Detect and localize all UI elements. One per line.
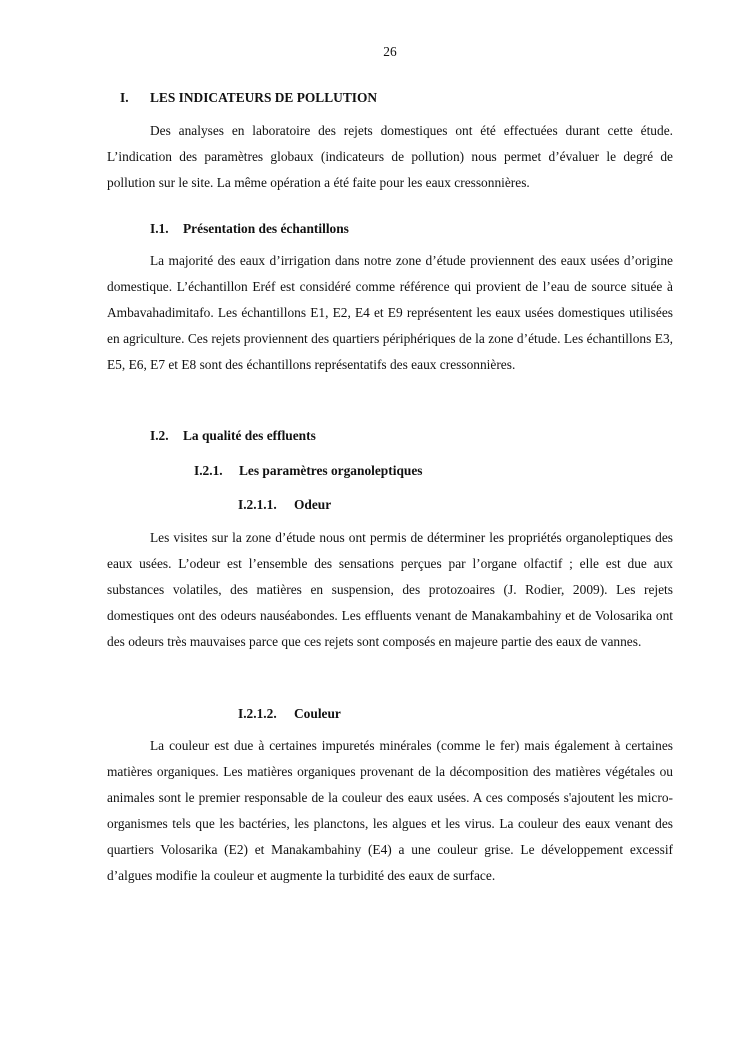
section-title: La qualité des effluents [183, 428, 316, 443]
section-heading-1-2-1-2 [238, 706, 341, 722]
section-title: Odeur [294, 497, 332, 512]
section-heading-1-2 [150, 428, 316, 444]
section-number: I.2.1.2. [238, 706, 277, 721]
section-number: I. [120, 90, 129, 105]
document-page [107, 0, 673, 1053]
section-heading-1-1 [150, 221, 349, 237]
paragraph-samples: La majorité des eaux d’irrigation dans notre zone d’étude proviennent des eaux usées d’origine domestique. L’échantillon Eréf est considéré comme référence qui provient de l’eau de source située à Ambavahadimitafo. Les échantillons E1, E2, E4 et E9 représentent les eaux usées domestiques utilisées en agriculture. Ces rejets proviennent des quartiers périphériques de la zone d’étude. Les échantillons E3, E5, E6, E7 et E8 sont des échantillons représentatifs des eaux cressonnières. [107, 253, 673, 372]
section-heading-1-2-1-1 [238, 497, 331, 513]
paragraph-color: La couleur est due à certaines impuretés minérales (comme le fer) mais également à certaines matières organiques. Les matières organiques provenant de la décomposition des matières végétales ou animales sont le premier responsable de la couleur des eaux usées. A ces composés s'ajoutent les micro-organismes tels que les bactéries, les planctons, les algues et les virus. La couleur des eaux venant des quartiers Volosarika (E2) et Manakambahiny (E4) a une couleur grise. Le développement excessif d’algues modifie la couleur et augmente la turbidité des eaux de surface. [107, 738, 673, 883]
section-heading-1 [120, 90, 377, 106]
section-number: I.2.1.1. [238, 497, 277, 512]
section-number: I.2. [150, 428, 169, 443]
page-number: 26 [383, 44, 397, 59]
section-title: Couleur [294, 706, 341, 721]
section-title: Les paramètres organoleptiques [239, 463, 423, 478]
paragraph-odor: Les visites sur la zone d’étude nous ont permis de déterminer les propriétés organoleptiques des eaux usées. L’odeur est l’ensemble des sensations perçues par l’organe olfactif ; elle est due aux substances volatiles, des matières en suspension, des protozoaires (J. Rodier, 2009). Les rejets domestiques ont des odeurs nauséabondes. Les effluents venant de Manakambahiny et de Volosarika ont des odeurs très mauvaises parce que ces rejets sont composés en majeure partie des eaux de vannes. [107, 530, 673, 649]
section-number: I.2.1. [194, 463, 223, 478]
section-title: Présentation des échantillons [183, 221, 349, 236]
section-heading-1-2-1 [194, 463, 423, 479]
section-number: I.1. [150, 221, 169, 236]
section-title: LES INDICATEURS DE POLLUTION [150, 90, 378, 105]
paragraph-intro: Des analyses en laboratoire des rejets domestiques ont été effectuées durant cette étude. L’indication des paramètres globaux (indicateurs de pollution) nous permet d’évaluer le degré de pollution sur le site. La même opération a été faite pour les eaux cressonnières. [107, 123, 673, 190]
